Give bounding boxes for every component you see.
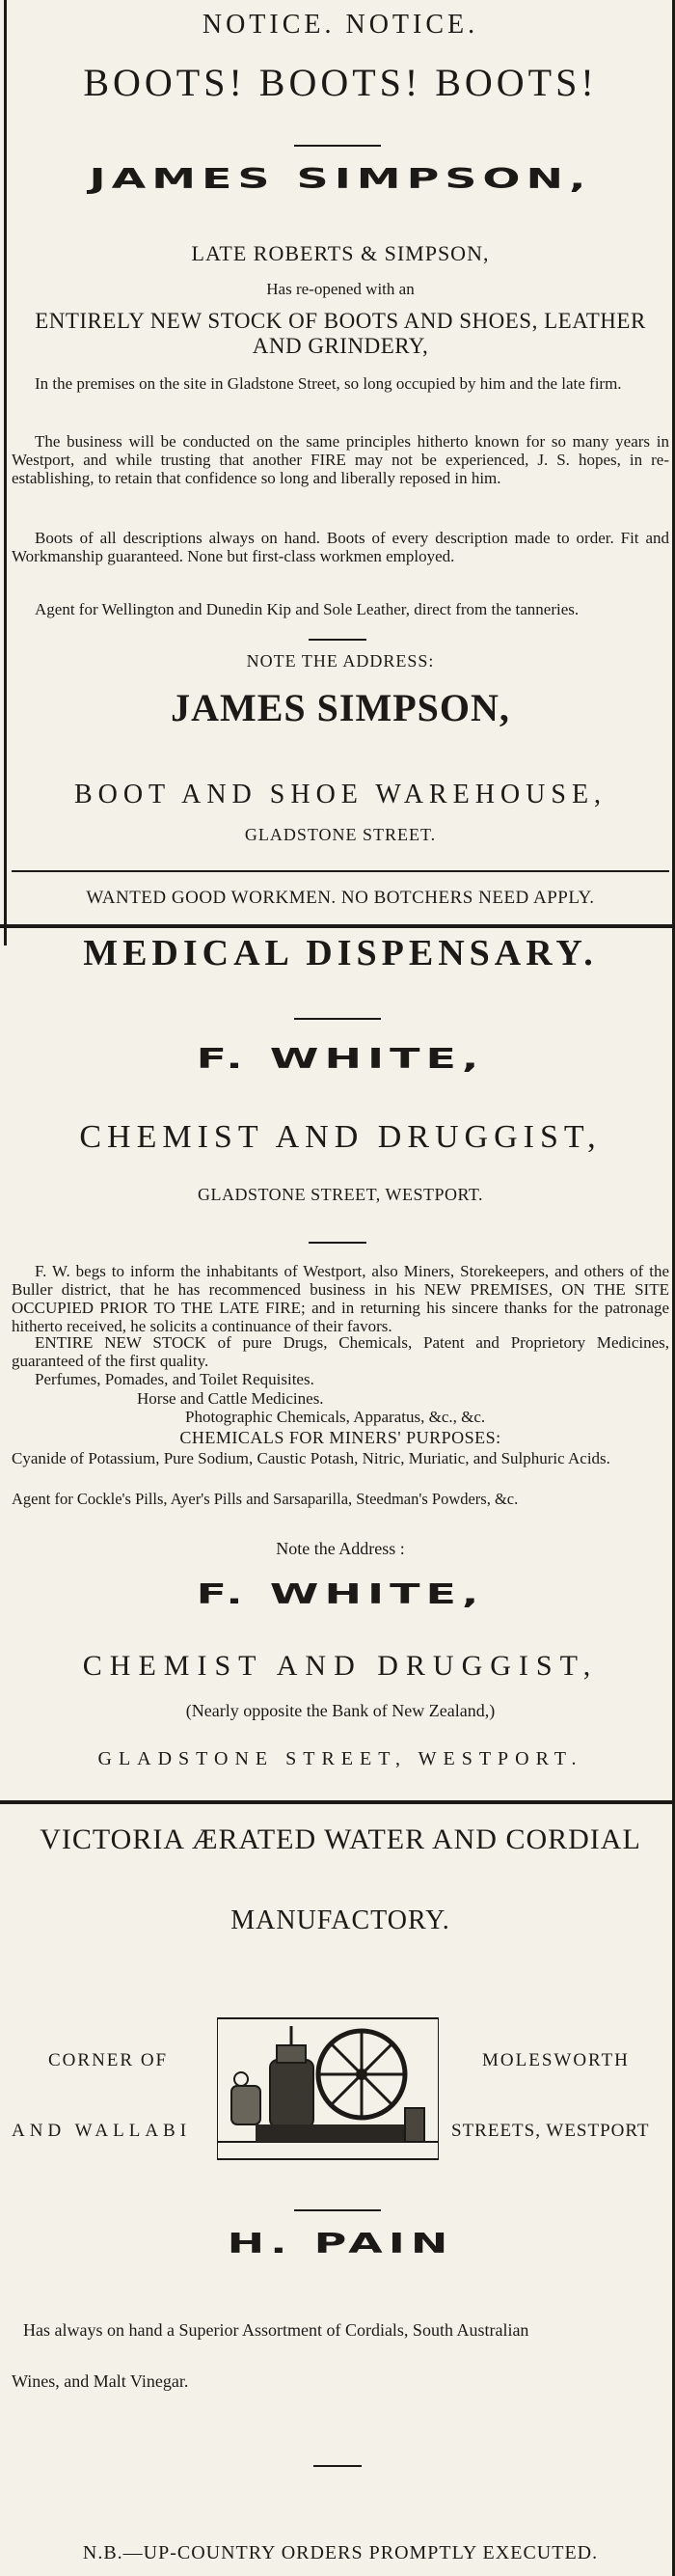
perfumes-line: Perfumes, Pomades, and Toilet Requisites. bbox=[35, 1370, 314, 1388]
note-address: NOTE THE ADDRESS: bbox=[246, 651, 435, 671]
paragraph: The business will be conducted on the same principles hitherto known for so many years in Westport, and while trusting that another FIRE may not be experienced, J. S. hopes, in re-establishing, to retain that confidence so long and liberally reposed in him. bbox=[12, 432, 669, 487]
stock-description: Has always on hand a Superior Assortment of Cordials, South Australian bbox=[23, 2320, 529, 2340]
stock-line: ENTIRELY NEW STOCK OF BOOTS AND SHOES, LEATHER AND GRINDERY, bbox=[35, 309, 646, 358]
opposite-line: (Nearly opposite the Bank of New Zealand,) bbox=[185, 1701, 496, 1720]
divider bbox=[294, 145, 381, 147]
nb-line: N.B.—UP-COUNTRY ORDERS PROMPTLY EXECUTED. bbox=[82, 2542, 599, 2563]
agent-line: Agent for Cockle's Pills, Ayer's Pills and Sarsaparilla, Steedman's Powders, &c. bbox=[12, 1490, 519, 1508]
cyanide-line: Cyanide of Potassium, Pure Sodium, Caustic Potash, Nitric, Muriatic, and Sulphuric Acids. bbox=[12, 1449, 610, 1467]
ad-separator bbox=[0, 924, 675, 928]
reopened-line: Has re-opened with an bbox=[266, 280, 415, 298]
simpson-name-2: JAMES SIMPSON, bbox=[171, 686, 510, 729]
divider bbox=[313, 2465, 362, 2467]
paragraph: In the premises on the site in Gladstone Street, so long occupied by him and the late firm. bbox=[35, 374, 622, 393]
divider bbox=[294, 2209, 381, 2211]
boots-headline: BOOTS! BOOTS! BOOTS! bbox=[83, 61, 598, 104]
streets-westport: STREETS, WESTPORT bbox=[451, 2121, 650, 2141]
paragraph: ENTIRE NEW STOCK of pure Drugs, Chemicals, Patent and Proprietory Medicines, guaranteed of the first quality. bbox=[12, 1333, 669, 1370]
paragraph: F. W. begs to inform the inhabitants of Westport, also Miners, Storekeepers, and others of the Buller district, that he has recommenced business in his NEW PREMISES, ON THE SITE OCCUPIED PRIOR TO THE LATE FIRE; and in returning his sincere thanks for the patronage hitherto received, he solicits a continuance of their favors. bbox=[12, 1262, 669, 1335]
photo-line: Photographic Chemicals, Apparatus, &c., &c. bbox=[185, 1408, 486, 1426]
notice-heading: NOTICE. NOTICE. bbox=[202, 10, 479, 40]
chemicals-heading: CHEMICALS FOR MINERS' PURPOSES: bbox=[179, 1428, 501, 1447]
divider bbox=[309, 639, 366, 641]
paragraph: Boots of all descriptions always on hand. Boots of every description made to order. Fit and Workmanship guaranteed. None but first-class workmen employed. bbox=[12, 529, 669, 565]
address-line-2: GLADSTONE STREET, WESTPORT. bbox=[97, 1748, 583, 1769]
divider bbox=[12, 870, 669, 872]
warehouse-line: BOOT AND SHOE WAREHOUSE, bbox=[73, 780, 608, 809]
address-line: GLADSTONE STREET, WESTPORT. bbox=[197, 1185, 484, 1204]
white-name: F. WHITE, bbox=[196, 1042, 485, 1075]
simpson-name: JAMES SIMPSON, bbox=[89, 162, 592, 195]
victoria-headline: VICTORIA ÆRATED WATER AND CORDIAL bbox=[40, 1823, 641, 1855]
note-address: Note the Address : bbox=[276, 1539, 405, 1558]
divider bbox=[309, 1242, 366, 1244]
wanted-line: WANTED GOOD WORKMEN. NO BOTCHERS NEED APPLY. bbox=[86, 888, 595, 908]
corner-of: CORNER OF bbox=[48, 2050, 169, 2070]
divider bbox=[294, 1018, 381, 1020]
column-rule-left bbox=[4, 0, 7, 945]
white-name-2: F. WHITE, bbox=[196, 1577, 485, 1610]
pain-name: H. PAIN bbox=[227, 2227, 454, 2260]
machine-engraving bbox=[217, 2016, 439, 2161]
molesworth: MOLESWORTH bbox=[482, 2050, 630, 2070]
street-line: GLADSTONE STREET. bbox=[244, 825, 437, 844]
and-wallabi: AND WALLABI bbox=[12, 2121, 192, 2141]
trade-line-2: CHEMIST AND DRUGGIST, bbox=[82, 1650, 599, 1682]
trade-line: CHEMIST AND DRUGGIST, bbox=[79, 1119, 602, 1155]
manufactory-line: MANUFACTORY. bbox=[230, 1905, 450, 1935]
wines-line: Wines, and Malt Vinegar. bbox=[12, 2371, 189, 2391]
ad-separator bbox=[0, 1800, 675, 1804]
paragraph: Agent for Wellington and Dunedin Kip and Sole Leather, direct from the tanneries. bbox=[35, 600, 580, 618]
horse-line: Horse and Cattle Medicines. bbox=[137, 1389, 324, 1408]
dispensary-headline: MEDICAL DISPENSARY. bbox=[83, 933, 598, 973]
late-firm: LATE ROBERTS & SIMPSON, bbox=[191, 241, 490, 265]
